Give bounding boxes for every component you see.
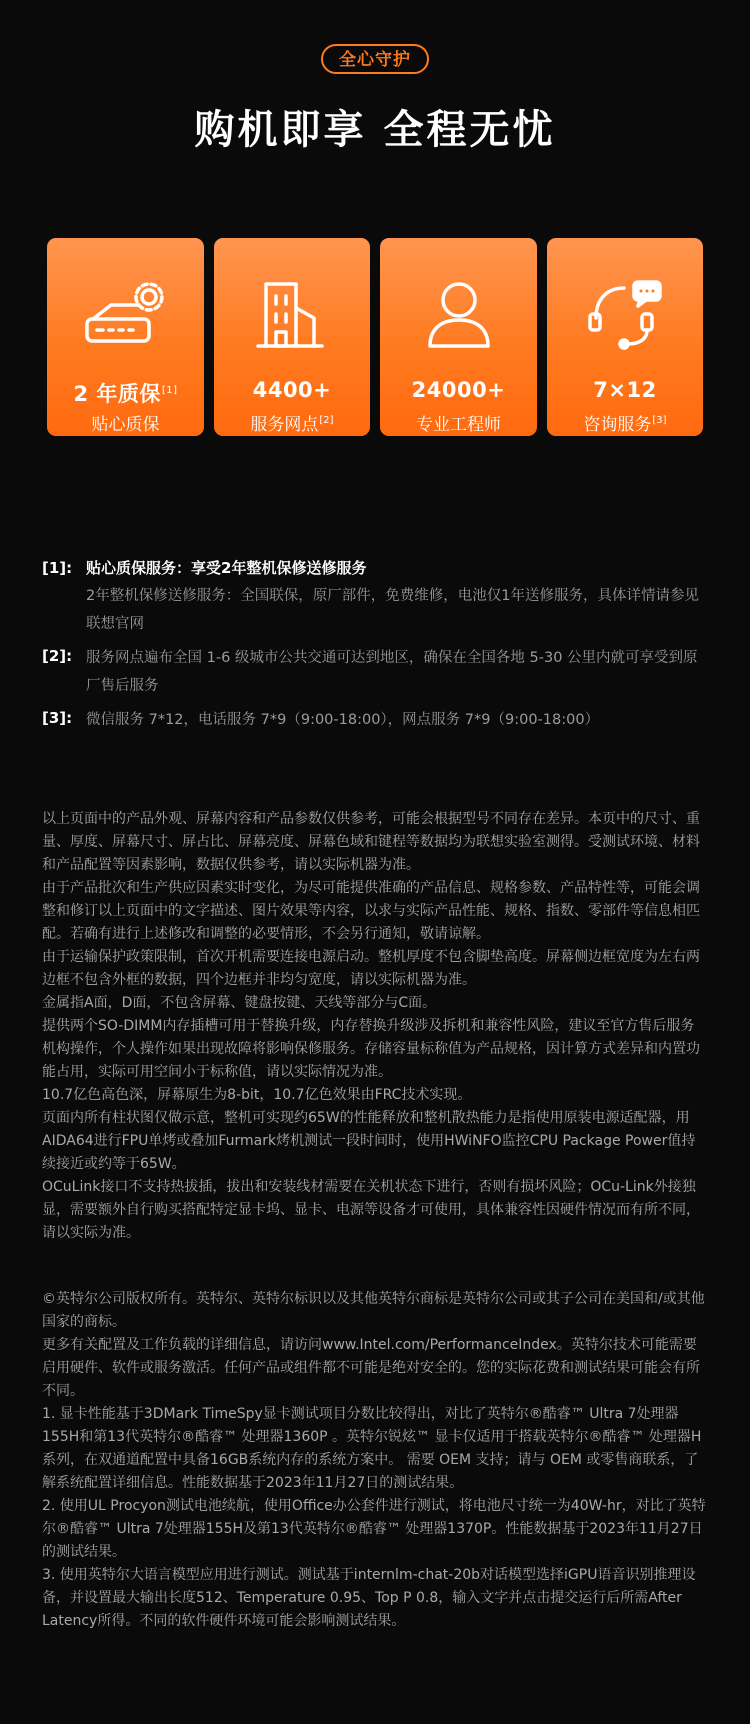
card-service-points bbox=[214, 238, 371, 436]
disclaimer-paragraph: 提供两个SO-DIMM内存插槽可用于替换升级，内存替换升级涉及拆机和兼容性风险，建议至官方售后服务机构操作，个人操作如果出现故障将影响保修服务。存储容量标称值为产品规格，因计算方式差异和内置功能占用，实际可用空间小于标称值，请以实际情况为准。 bbox=[42, 1018, 700, 1080]
headset-chat-icon bbox=[547, 278, 704, 350]
engineer-person-icon bbox=[380, 278, 537, 350]
disclaimer-paragraph: 页面内所有柱状图仅做示意，整机可实现约65W的性能释放和整机散热能力是指使用原装电源适配器，用AIDA64进行FPU单烤或叠加Furmark烤机测试一段时间时，使用HWiNFO监控CPU Package Power值持续接近或约等于65W。 bbox=[42, 1110, 696, 1172]
card-big-value: 7×12 bbox=[593, 378, 657, 402]
legal-paragraph: 更多有关配置及工作负载的详细信息，请访问www.Intel.com/PerformanceIndex。英特尔技术可能需要启用硬件、软件或服务激活。任何产品或组件都不可能是绝对安全的。您的实际花费和测试结果可能会有所不同。 bbox=[42, 1337, 700, 1399]
disclaimer-paragraph: 10.7亿色高色深，屏幕原生为8-bit，10.7亿色效果由FRC技术实现。 bbox=[42, 1087, 472, 1103]
card-engineers bbox=[380, 238, 537, 436]
footnote-3 bbox=[42, 706, 702, 734]
footnote-desc: 服务网点遍布全国 1-6 级城市公共交通可达到地区，确保在全国各地 5-30 公里内就可享受到原厂售后服务 bbox=[86, 650, 698, 694]
card-warranty bbox=[47, 238, 204, 436]
footnote-2 bbox=[42, 644, 702, 700]
card-label: 贴心质保 bbox=[91, 415, 160, 435]
card-consulting bbox=[547, 238, 704, 436]
badge-container bbox=[0, 44, 750, 74]
section-badge: 全心守护 bbox=[321, 44, 429, 74]
legal-paragraph: 2. 使用UL Procyon测试电池续航，使用Office办公套件进行测试，将电池尺寸统一为40W-hr，对比了英特尔®酷睿™ Ultra 7处理器155H及第13代英特尔®酷睿™ 处理器1370P。性能数据基于2023年11月27日的测试结果。 bbox=[42, 1498, 706, 1560]
card-label: 咨询服务[3] bbox=[583, 415, 667, 435]
footnote-title: 贴心质保服务：享受2年整机保修送修服务 bbox=[86, 559, 367, 577]
legal-paragraph: 1. 显卡性能基于3DMark TimeSpy显卡测试项目分数比较得出，对比了英特尔®酷睿™ Ultra 7处理器155H和第13代英特尔®酷睿™ 处理器1360P 。英特尔锐炫™ 显卡仅适用于搭载英特尔®酷睿™ 处理器H系列，在双通道配置中具备16GB系统内存的系统方案中。 需要 OEM 支持；请与 OEM 或零售商联系，了解系统配置详细信息。性能数据基于2023年11月27日的测试结果。 bbox=[42, 1406, 702, 1491]
footnote-body bbox=[86, 644, 702, 700]
building-icon bbox=[214, 278, 371, 350]
disclaimer-paragraph: 由于运输保护政策限制，首次开机需要连接电源启动。整机厚度不包含脚垫高度。屏幕侧边框宽度为左右两边框不包含外框的数据，四个边框并非均匀宽度，请以实际机器为准。 bbox=[42, 949, 700, 988]
footnote-key: [3]: bbox=[42, 709, 73, 727]
card-label: 服务网点[2] bbox=[250, 415, 334, 435]
footnote-body bbox=[86, 556, 702, 638]
page-title: 购机即享 全程无忧 bbox=[194, 107, 556, 153]
disclaimer-paragraph: 以上页面中的产品外观、屏幕内容和产品参数仅供参考，可能会根据型号不同存在差异。本页中的尺寸、重量、厚度、屏幕尺寸、屏占比、屏幕亮度、屏幕色域和键程等数据均为联想实验室测得。受测试环境、材料和产品配置等因素影响，数据仅供参考，请以实际机器为准。 bbox=[42, 811, 700, 873]
card-big-value: 2 年质保[1] bbox=[73, 382, 178, 406]
disclaimer-paragraph: 金属指A面，D面，不包含屏幕、键盘按键、天线等部分与C面。 bbox=[42, 995, 437, 1011]
card-big-value: 24000+ bbox=[411, 378, 506, 402]
footnote-desc: 微信服务 7*12，电话服务 7*9（9:00-18:00），网点服务 7*9（9:00-18:00） bbox=[86, 712, 600, 728]
intel-legal-block bbox=[42, 1288, 706, 1633]
legal-paragraph: ©英特尔公司版权所有。英特尔、英特尔标识以及其他英特尔商标是英特尔公司或其子公司在美国和/或其他国家的商标。 bbox=[42, 1291, 705, 1330]
footnote-key: [2]: bbox=[42, 647, 73, 665]
disclaimer-paragraph: OCuLink接口不支持热拔插，拔出和安装线材需要在关机状态下进行，否则有损坏风险；OCu-Link外接独显，需要额外自行购买搭配特定显卡坞、显卡、电源等设备才可使用，具体兼容性因硬件情况而有所不同，请以实际为准。 bbox=[42, 1179, 700, 1241]
footnotes bbox=[42, 556, 702, 740]
legal-paragraph: 3. 使用英特尔大语言模型应用进行测试。测试基于internlm-chat-20b对话模型选择iGPU语音识别推理设备，并设置最大输出长度512、Temperature 0.95、Top P 0.8，输入文字并点击提交运行后所需After Latency所得。不同的软件硬件环境可能会影响测试结果。 bbox=[42, 1567, 696, 1629]
mini-pc-gear-icon bbox=[47, 278, 204, 350]
footnote-desc: 2年整机保修送修服务：全国联保，原厂部件，免费维修，电池仅1年送修服务，具体详情请参见联想官网 bbox=[86, 588, 699, 632]
disclaimer-block bbox=[42, 808, 706, 1245]
card-big-value: 4400+ bbox=[252, 378, 332, 402]
footnote-key: [1]: bbox=[42, 559, 73, 577]
card-label: 专业工程师 bbox=[416, 415, 501, 435]
footnote-body bbox=[86, 706, 599, 734]
service-cards bbox=[47, 238, 703, 436]
footnote-1 bbox=[42, 556, 702, 638]
disclaimer-paragraph: 由于产品批次和生产供应因素实时变化，为尽可能提供准确的产品信息、规格参数、产品特性等，可能会调整和修订以上页面中的文字描述、图片效果等内容，以求与实际产品性能、规格、指数、零部件等信息相匹配。若确有进行上述修改和调整的必要情形，不会另行通知，敬请谅解。 bbox=[42, 880, 700, 942]
